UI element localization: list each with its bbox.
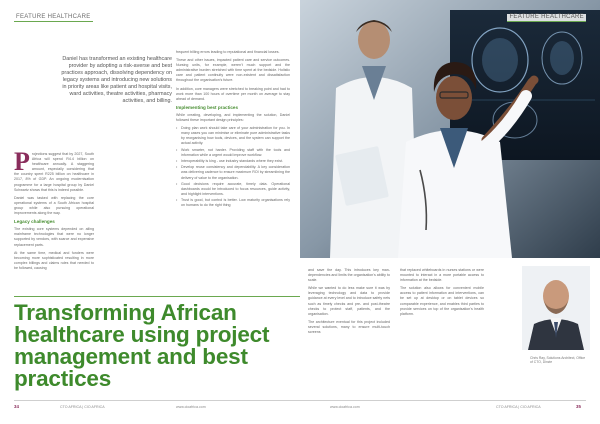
paragraph: and save the day. This introduces key man-dependencies and limits the organisation's ability to scale. (308, 268, 390, 283)
portrait-caption: Chris Ray, Solutions Architect, Office of CTO, Dinzie (530, 356, 586, 365)
article-column-3 (308, 268, 390, 338)
intro-text: rojections suggest that by 2027, South Africa will spend R4.4 billion on healthcare annually. A staggering amount, especially considering that the country spent R225 billion on healthcare in 2017, 8% of GDP. An ongoing modernisation programme for a large hospital group by Daniel Schwartz shows that this is indeed possible. (14, 152, 94, 192)
footer-url: www.cioafrica.com (330, 405, 360, 409)
footer-rule (14, 400, 300, 401)
paragraph: These and other issues, impacted patient care and service outcomes. Nursing units, for example, weren't much support and the administrative burden stretched with time spent at the bedside. Holistic care and patient continuity were non-existent and dissatisfaction throughout the organisation's future. (176, 58, 290, 83)
footer-rule (300, 400, 586, 401)
doctors-photo-illustration (300, 0, 600, 258)
article-column-4 (400, 268, 484, 320)
paragraph: that replaced whiteboards in nurses stations or were mounted to interact in a more portable access to information at the bedside. (400, 268, 484, 283)
paragraph: Daniel was tasked with replacing the core operational systems of a South African hospital group while also pursuing operational improvements along the way. (14, 195, 94, 216)
paragraph: At the same time, medical and funders were becoming more sophisticated resulting in more complex billings and claims rules that needed to be followed, causing (14, 250, 94, 270)
paragraph: While creating, developing, and implementing the solution, Daniel followed these important design principles: (176, 112, 290, 123)
list-item: • Good decisions require accurate, timely data. Operational dashboards would be introduced to focus resources, guide activity, and highlight interventions. (176, 182, 290, 197)
footer-publication: CTO AFRICA | CIO AFRICA (496, 405, 541, 409)
list-item: • Doing plan work should take care of your administration for you. In many cases you can minimise or eliminate pure administrative tasks by reorganising how tools, devices, and the system can support the actual activity. (176, 126, 290, 146)
paragraph: frequent billing errors leading to reputational and financial losses. (176, 50, 280, 54)
list-item: • Interoperability is king - use industry standards where they exist. (176, 159, 290, 164)
author-portrait (522, 266, 590, 350)
page-number: 34 (14, 404, 19, 409)
section-tag: FEATURE HEALTHCARE (509, 14, 584, 20)
footer-publication: CTO AFRICA | CIO AFRICA (60, 405, 105, 409)
portrait-illustration (522, 266, 590, 350)
intro-paragraph (14, 147, 94, 193)
section-tag: FEATURE HEALTHCARE (16, 14, 91, 20)
article-column-2 (176, 50, 290, 210)
list-item: • Trust is good, but control is better. Low maturity organisations rely on humans to do the right thing (176, 198, 290, 208)
headline: Transforming African healthcare using project management and best practices (14, 300, 270, 391)
subheading: Implementing best practices (176, 104, 239, 110)
pull-quote: Daniel has transformed an existing healthcare provider by adopting a risk-averse and best practices approach, dissolving dependency on legacy systems and introducing new solutions in priority areas like patient and hospital visits, ward activities, theatre activities, pharmacy activities, and billing. (61, 56, 172, 104)
list-item: • Develop reuse consistency and dependability. A key consideration was delivering cadence to ensure maximum ROI by streamlining the delivery of value to the organisation. (176, 165, 290, 180)
dropcap: P (14, 147, 30, 176)
paragraph: The architecture eventual for this project included several solutions, many to ensure multi-touch screens (308, 319, 390, 335)
hero-photo (300, 0, 600, 258)
headline-rule (14, 296, 300, 297)
paragraph: While we wanted to do less make sure it was by leveraging technology and data to provide guidance at every level and to introduce safety nets such as timely checks and pre- and post-theatre checks to protect staff, patients, and the organisation. (308, 286, 390, 316)
paragraph: In addition, core managers were stretched to breaking point and had to work more than 100 hours of overtime per month on average to stay ahead of demand. (176, 86, 290, 101)
footer-url: www.cioafrica.com (176, 405, 206, 409)
paragraph: The solution also allows for convenient mobile access to patient information and interventions, can be set up at desktop or on tablet devices so comparable experience, and enables third parties to provide services on top of the organisation's health platform. (400, 286, 484, 316)
paragraph: The existing core systems depended on ailing mainframe technologies that were no longer supported by vendors, with scarce and expensive replacement parts. (14, 227, 94, 247)
article-column-1 (14, 147, 94, 274)
subheading: Legacy challenges (14, 219, 55, 225)
right-page (300, 0, 600, 424)
design-principles-list (176, 126, 290, 208)
list-item: • Work smarter, not harder. Providing staff with the tools and information while a urgent would improve workflow. (176, 148, 290, 158)
page-number: 35 (576, 404, 581, 409)
